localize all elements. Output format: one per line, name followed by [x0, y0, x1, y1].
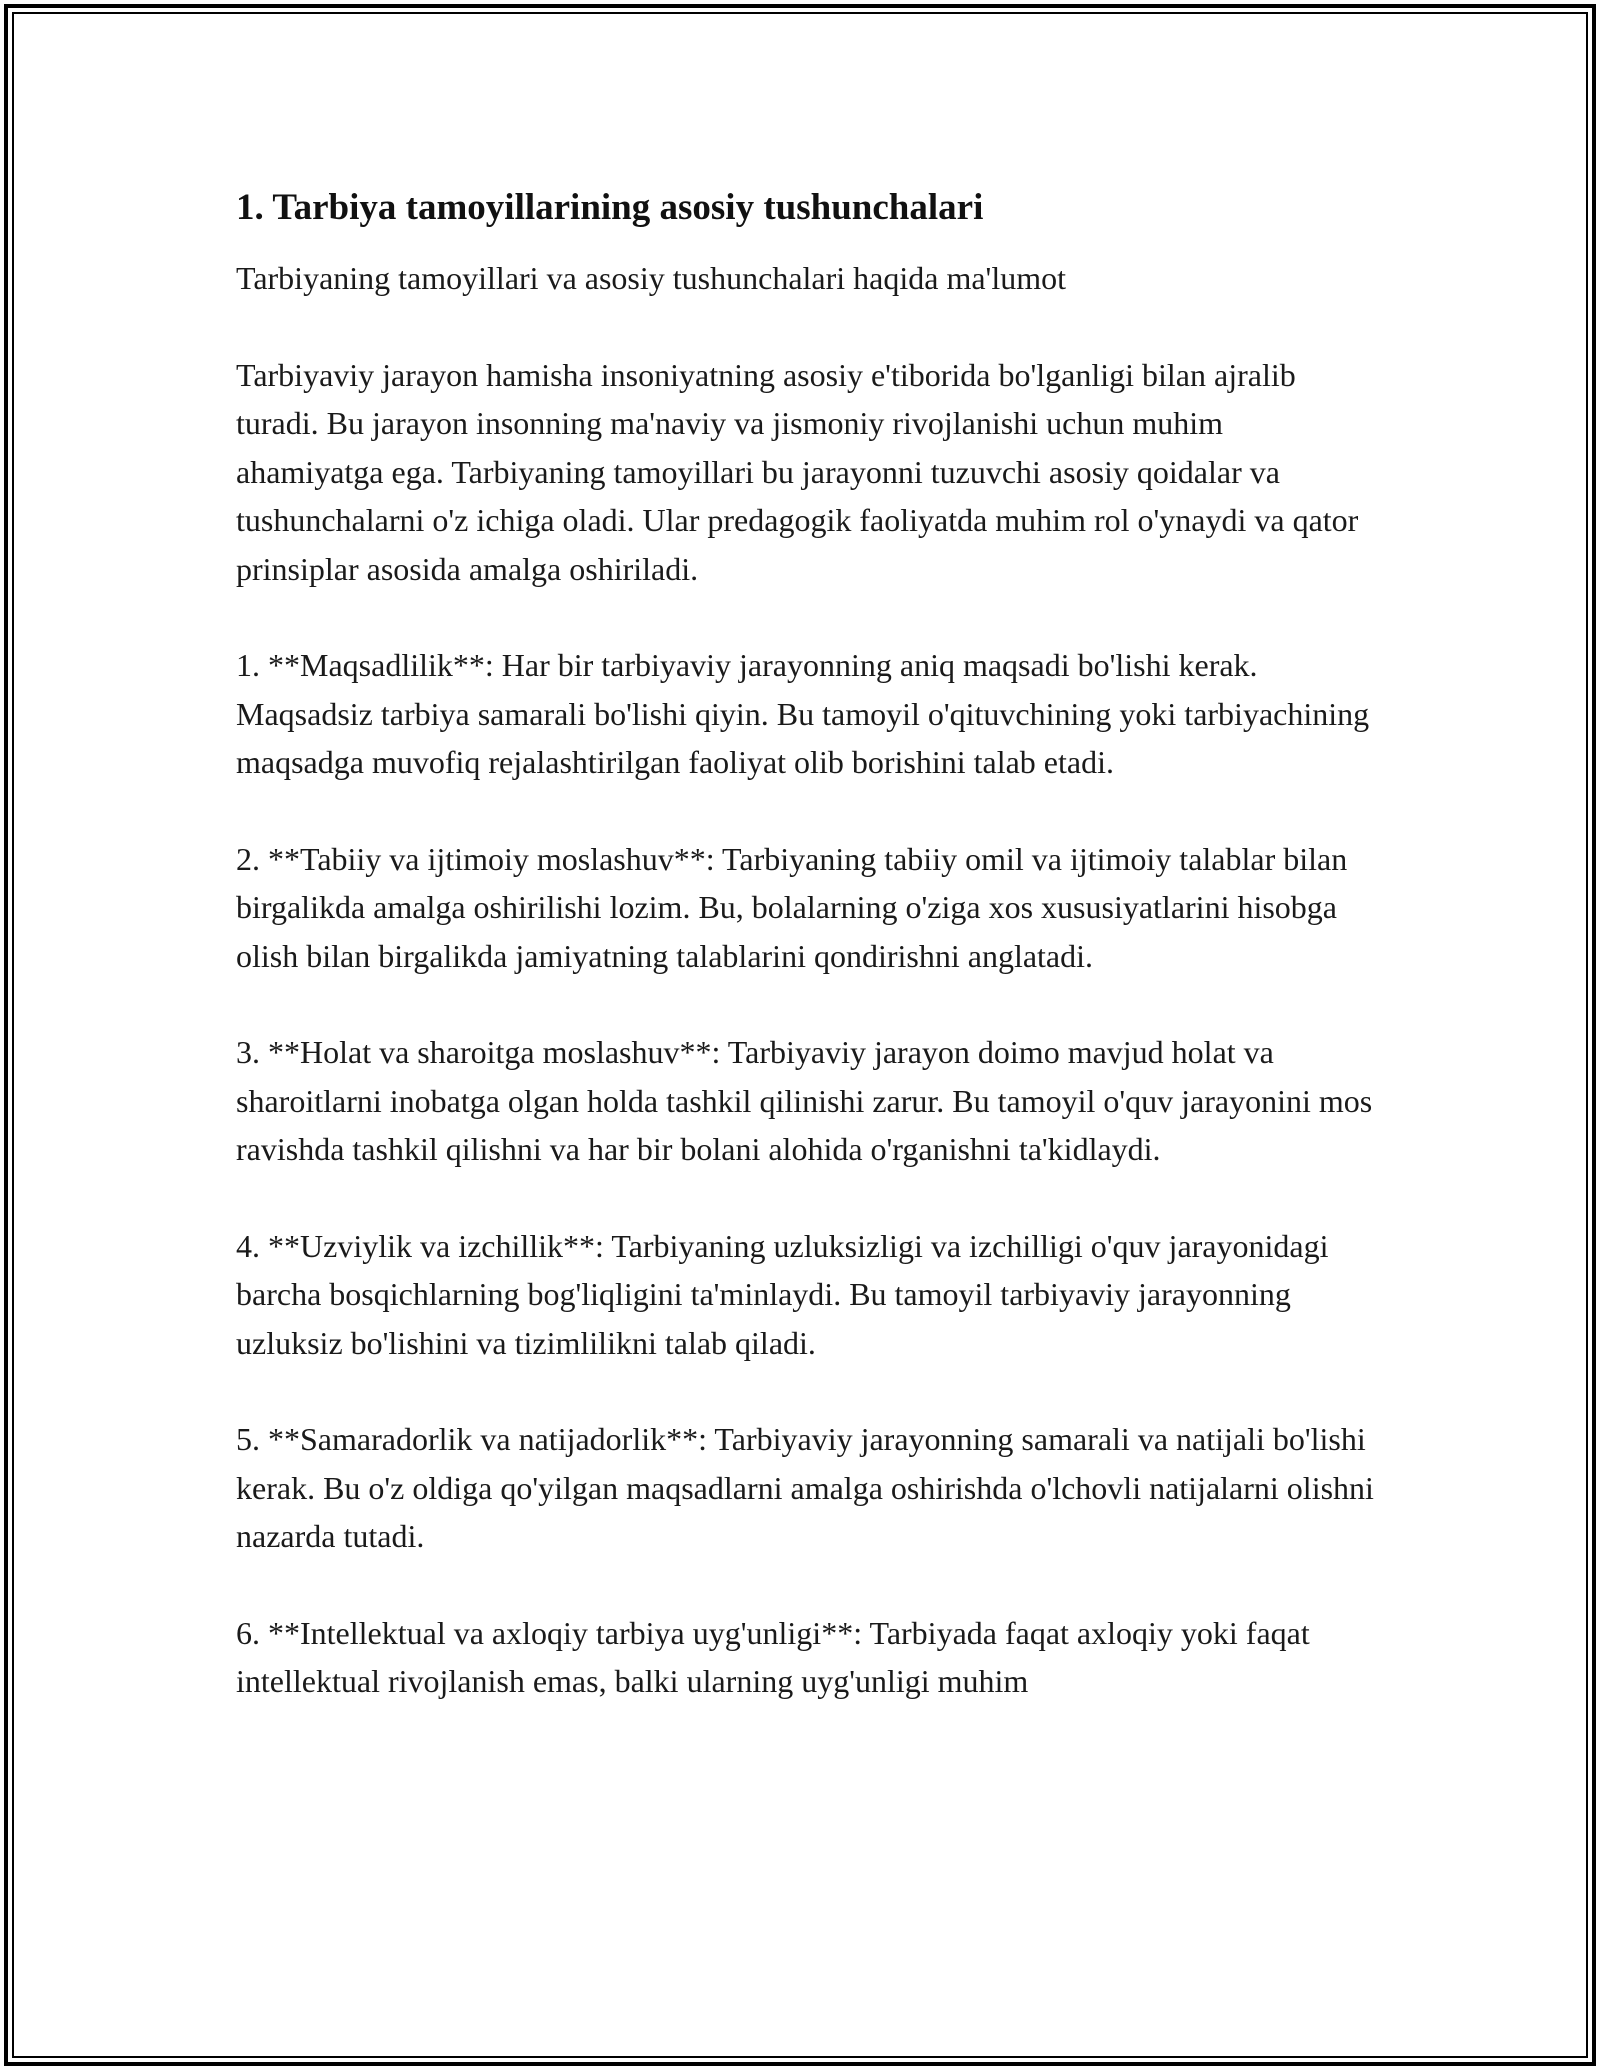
principle-1-paragraph: 1. **Maqsadlilik**: Har bir tarbiyaviy jarayonning aniq maqsadi bo'lishi kerak. Maqsadsiz tarbiya samarali bo'lishi qiyin. Bu tamoyil o'qituvchining yoki tarbiyachining maqsadga muvofiq rejalashtirilgan faoliyat olib borishini talab etadi.: [236, 647, 1370, 780]
document-subtitle: Tarbiyaning tamoyillari va asosiy tushunchalari haqida ma'lumot: [236, 260, 1066, 296]
principle-3-paragraph: 3. **Holat va sharoitga moslashuv**: Tarbiyaviy jarayon doimo mavjud holat va sharoitlarni inobatga olgan holda tashkil qilinishi zarur. Bu tamoyil o'quv jarayonini mos ravishda tashkil qilishni va har bir bolani alohida o'rganishni ta'kidlaydi.: [236, 1034, 1373, 1167]
principle-6-paragraph: 6. **Intellektual va axloqiy tarbiya uyg'unligi**: Tarbiyada faqat axloqiy yoki faqat intellektual rivojlanish emas, balki ularning uyg'unligi muhim: [236, 1614, 1310, 1699]
document-title: 1. Tarbiya tamoyillarining asosiy tushunchalari: [236, 187, 984, 228]
principle-2-paragraph: 2. **Tabiiy va ijtimoiy moslashuv**: Tarbiyaning tabiiy omil va ijtimoiy talablar bilan birgalikda amalga oshirilishi lozim. Bu, bolalarning o'ziga xos xususiyatlarini hisobga olish bilan birgalikda jamiyatning talablarini qondirishni anglatadi.: [236, 840, 1348, 974]
intro-paragraph: Tarbiyaviy jarayon hamisha insoniyatning asosiy e'tiborida bo'lganligi bilan ajralib turadi. Bu jarayon insonning ma'naviy va jismoniy rivojlanishi uchun muhim ahamiyatga ega. Tarbiyaning tamoyillari bu jarayonni tuzuvchi asosiy qoidalar va tushunchalarni o'z ichiga oladi. Ular predagogik faoliyatda muhim rol o'ynaydi va qator prinsiplar asosida amalga oshiriladi.: [236, 356, 1359, 587]
principle-4-paragraph: 4. **Uzviylik va izchillik**: Tarbiyaning uzluksizligi va izchilligi o'quv jarayonidagi barcha bosqichlarning bog'liqligini ta'minlaydi. Bu tamoyil tarbiyaviy jarayonning uzluksiz bo'lishini va tizimlilikni talab qiladi.: [236, 1227, 1329, 1361]
document-body: [236, 184, 1376, 1754]
principle-5-paragraph: 5. **Samaradorlik va natijadorlik**: Tarbiyaviy jarayonning samarali va natijali bo'lishi kerak. Bu o'z oldiga qo'yilgan maqsadlarni amalga oshirishda o'lchovli natijalarni olishni nazarda tutadi.: [236, 1421, 1374, 1554]
